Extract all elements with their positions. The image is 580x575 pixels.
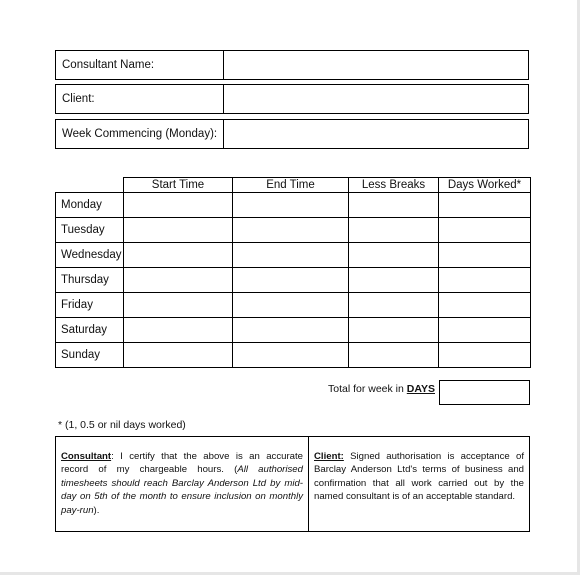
week-commencing-field[interactable]	[224, 120, 528, 148]
header-blank	[56, 178, 124, 193]
total-label	[300, 383, 435, 396]
table-row	[56, 343, 531, 368]
table-row	[56, 218, 531, 243]
consultant-name-row	[55, 50, 529, 80]
days-worked-cell[interactable]	[439, 193, 531, 218]
end-time-cell[interactable]	[233, 343, 349, 368]
day-label: Sunday	[56, 343, 124, 368]
week-commencing-label: Week Commencing (Monday):	[56, 120, 224, 148]
less-breaks-cell[interactable]	[349, 343, 439, 368]
days-worked-cell[interactable]	[439, 218, 531, 243]
total-label-text: Total for week in	[327, 383, 404, 395]
timesheet-header-row	[56, 178, 531, 193]
table-row	[56, 243, 531, 268]
table-row	[56, 193, 531, 218]
start-time-cell[interactable]	[124, 218, 233, 243]
start-time-cell[interactable]	[124, 193, 233, 218]
client-row	[55, 84, 529, 114]
end-time-cell[interactable]	[233, 218, 349, 243]
less-breaks-cell[interactable]	[349, 193, 439, 218]
table-row	[56, 293, 531, 318]
days-worked-cell[interactable]	[439, 293, 531, 318]
start-time-cell[interactable]	[124, 268, 233, 293]
less-breaks-cell[interactable]	[349, 243, 439, 268]
consultant-heading: Consultant	[61, 451, 112, 462]
total-unit: DAYS	[406, 383, 435, 395]
start-time-cell[interactable]	[124, 243, 233, 268]
day-label: Tuesday	[56, 218, 124, 243]
end-time-cell[interactable]	[233, 318, 349, 343]
day-label: Saturday	[56, 318, 124, 343]
start-time-cell[interactable]	[124, 318, 233, 343]
less-breaks-cell[interactable]	[349, 318, 439, 343]
client-declaration	[309, 437, 529, 531]
header-start-time: Start Time	[124, 178, 233, 193]
end-time-cell[interactable]	[233, 293, 349, 318]
client-heading: Client:	[314, 451, 344, 462]
consultant-declaration-end: ).	[93, 504, 100, 516]
day-label: Friday	[56, 293, 124, 318]
consultant-declaration-note: All authorised timesheets should reach Barclay Anderson Ltd by mid-day on 5th of the month to ensure inclusion on monthly pay-run	[61, 464, 303, 516]
header-less-breaks: Less Breaks	[349, 178, 439, 193]
client-declaration-text: Signed authorisation is acceptance of Barclay Anderson Ltd's terms of business and confirmation that all work carried out by the named consultant is of an acceptable standard.	[314, 451, 524, 503]
end-time-cell[interactable]	[233, 243, 349, 268]
less-breaks-cell[interactable]	[349, 218, 439, 243]
table-row	[56, 268, 531, 293]
days-worked-cell[interactable]	[439, 318, 531, 343]
footnote: * (1, 0.5 or nil days worked)	[58, 419, 186, 431]
consultant-declaration-text: : I certify that the above is an accurate record of my chargeable hours. (	[61, 451, 303, 476]
start-time-cell[interactable]	[124, 343, 233, 368]
timesheet-table	[55, 177, 531, 368]
days-worked-cell[interactable]	[439, 243, 531, 268]
end-time-cell[interactable]	[233, 268, 349, 293]
consultant-declaration	[56, 437, 309, 531]
consultant-name-label: Consultant Name:	[56, 51, 224, 79]
less-breaks-cell[interactable]	[349, 293, 439, 318]
client-field[interactable]	[224, 85, 528, 113]
declarations-box	[55, 436, 530, 532]
week-commencing-row	[55, 119, 529, 149]
days-worked-cell[interactable]	[439, 343, 531, 368]
start-time-cell[interactable]	[124, 293, 233, 318]
table-row	[56, 318, 531, 343]
day-label: Wednesday	[56, 243, 124, 268]
day-label: Monday	[56, 193, 124, 218]
header-end-time: End Time	[233, 178, 349, 193]
less-breaks-cell[interactable]	[349, 268, 439, 293]
consultant-name-field[interactable]	[224, 51, 528, 79]
client-label: Client:	[56, 85, 224, 113]
end-time-cell[interactable]	[233, 193, 349, 218]
days-worked-cell[interactable]	[439, 268, 531, 293]
header-days-worked: Days Worked*	[439, 178, 531, 193]
total-days-field[interactable]	[439, 380, 530, 405]
day-label: Thursday	[56, 268, 124, 293]
